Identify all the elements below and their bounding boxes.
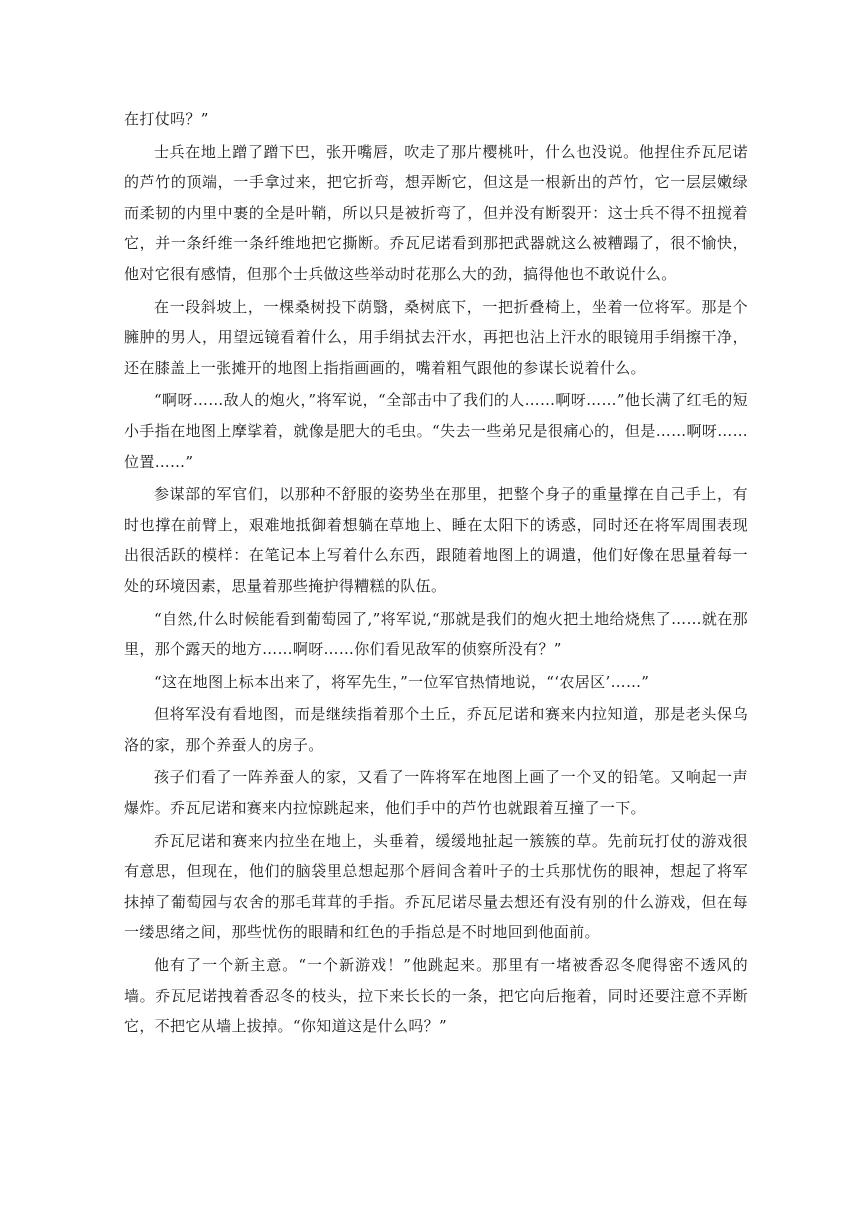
paragraph: “自然,什么时候能看到葡萄园了,”将军说,“那就是我们的炮火把土地给烧焦了……就在那里，那个露天的地方……啊呀……你们看见敌军的侦察所没有？” <box>124 609 748 659</box>
paragraph: “啊呀……敌人的炮火，”将军说，“全部击中了我们的人……啊呀……”他长满了红毛的短小手指在地图上摩挲着，就像是肥大的毛虫。“失去一些弟兄是很痛心的，但是……啊呀……位置……” <box>124 391 748 471</box>
paragraph: 士兵在地上蹭了蹭下巴，张开嘴唇，吹走了那片樱桃叶，什么也没说。他捏住乔瓦尼诺的芦竹的顶端，一手拿过来，把它折弯，想弄断它，但这是一根新出的芦竹，它一层层嫩绿而柔韧的内里中裹的全是叶鞘，所以只是被折弯了，但并没有断裂开：这士兵不得不扭搅着它，并一条纤维一条纤维地把它撕断。乔瓦尼诺看到那把武器就这么被糟蹋了，很不愉快，他对它很有感情，但那个士兵做这些举动时花那么大的劲，搞得他也不敢说什么。 <box>124 142 748 283</box>
paragraph: 参谋部的军官们，以那种不舒服的姿势坐在那里，把整个身子的重量撑在自己手上，有时也撑在前臂上，艰难地抵御着想躺在草地上、睡在太阳下的诱惑，同时还在将军周围表现出很活跃的模样：在笔记本上写着什么东西，跟随着地图上的调遣，他们好像在思量着每一处的环境因素，思量着那些掩护得糟糕的队伍。 <box>124 485 748 595</box>
paragraph: 乔瓦尼诺和赛来内拉坐在地上，头垂着，缓缓地扯起一簇簇的草。先前玩打仗的游戏很有意思，但现在，他们的脑袋里总想起那个唇间含着叶子的士兵那忧伤的眼神，想起了将军抹掉了葡萄园与农舍的那毛茸茸的手指。乔瓦尼诺尽量去想还有没有别的什么游戏，但在每一缕思绪之间，那些忧伤的眼睛和红色的手指总是不时地回到他面前。 <box>124 831 748 942</box>
paragraph: 他有了一个新主意。“一个新游戏！”他跳起来。那里有一堵被香忍冬爬得密不透风的墙。乔瓦尼诺拽着香忍冬的枝头，拉下来长长的一条，把它向后拖着，同时还要注意不弄断它，不把它从墙上拔掉。“你知道这是什么吗？” <box>124 956 748 1036</box>
document-body <box>124 104 748 1044</box>
paragraph: “这在地图上标本出来了，将军先生，”一位军官热情地说，“‘农居区’……” <box>154 672 650 691</box>
paragraph: 在一段斜坡上，一棵桑树投下荫翳，桑树底下，一把折叠椅上，坐着一位将军。那是个臃肿的男人，用望远镜看着什么，用手绢拭去汗水，再把也沾上汗水的眼镜用手绢擦干净，还在膝盖上一张摊开的地图上指指画画的，嘴着粗气跟他的参谋长说着什么。 <box>124 297 748 377</box>
paragraph: 在打仗吗？” <box>124 110 209 128</box>
paragraph: 但将军没有看地图，而是继续指着那个土丘，乔瓦尼诺和赛来内拉知道，那是老头保乌洛的家，那个养蚕人的房子。 <box>124 705 748 754</box>
paragraph: 孩子们看了一阵养蚕人的家，又看了一阵将军在地图上画了一个叉的铅笔。又响起一声爆炸。乔瓦尼诺和赛来内拉惊跳起来，他们手中的芦竹也就跟着互撞了一下。 <box>124 768 748 818</box>
